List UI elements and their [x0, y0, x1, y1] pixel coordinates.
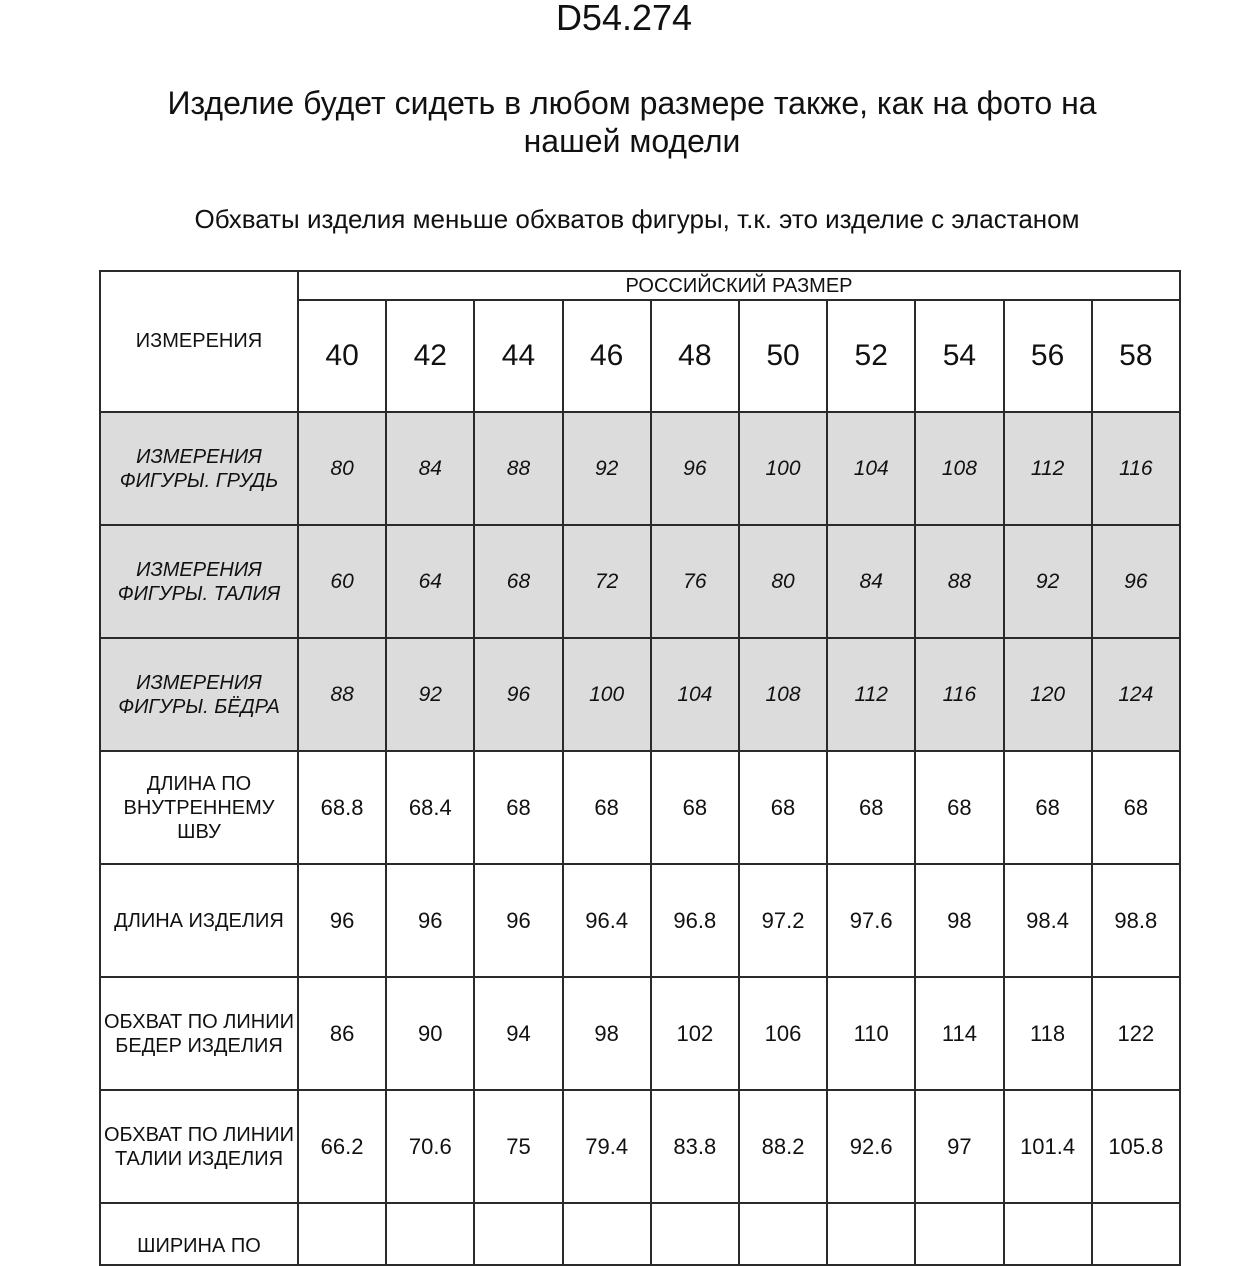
table-cell: 98 — [563, 977, 651, 1090]
size-header-cell: 50 — [739, 300, 827, 412]
table-cell: 100 — [563, 638, 651, 751]
table-row — [100, 638, 1180, 751]
table-cell: 105.8 — [1092, 1090, 1180, 1203]
table-row — [100, 412, 1180, 525]
table-cell: 96.8 — [651, 864, 739, 977]
table-cell: 110 — [827, 977, 915, 1090]
table-cell: 84 — [827, 525, 915, 638]
table-row-partial — [100, 1203, 1180, 1265]
table-cell: 88 — [298, 638, 386, 751]
table-cell — [563, 1203, 651, 1265]
table-cell: 96.4 — [563, 864, 651, 977]
table-cell — [827, 1203, 915, 1265]
size-header-cell: 48 — [651, 300, 739, 412]
table-cell: 68 — [474, 525, 562, 638]
table-cell: 75 — [474, 1090, 562, 1203]
table-cell — [1092, 1203, 1180, 1265]
table-cell: 68 — [915, 751, 1003, 864]
table-cell: 112 — [1004, 412, 1092, 525]
table-cell: 94 — [474, 977, 562, 1090]
table-cell: 96 — [298, 864, 386, 977]
table-cell — [915, 1203, 1003, 1265]
table-row — [100, 977, 1180, 1090]
table-cell: 68 — [563, 751, 651, 864]
measurements-header: ИЗМЕРЕНИЯ — [100, 271, 298, 412]
row-label: ИЗМЕРЕНИЯ ФИГУРЫ. ГРУДЬ — [100, 412, 298, 525]
size-header-cell: 58 — [1092, 300, 1180, 412]
table-cell: 118 — [1004, 977, 1092, 1090]
table-cell: 83.8 — [651, 1090, 739, 1203]
table-cell: 106 — [739, 977, 827, 1090]
table-cell: 68 — [1092, 751, 1180, 864]
table-row — [100, 525, 1180, 638]
size-header-cell: 46 — [563, 300, 651, 412]
table-cell: 76 — [651, 525, 739, 638]
row-label: ДЛИНА ПО ВНУТРЕННЕМУ ШВУ — [100, 751, 298, 864]
table-cell — [298, 1203, 386, 1265]
table-cell: 80 — [298, 412, 386, 525]
table-cell: 66.2 — [298, 1090, 386, 1203]
table-cell: 101.4 — [1004, 1090, 1092, 1203]
row-label: ИЗМЕРЕНИЯ ФИГУРЫ. БЁДРА — [100, 638, 298, 751]
table-cell: 72 — [563, 525, 651, 638]
row-label: ОБХВАТ ПО ЛИНИИ ТАЛИИ ИЗДЕЛИЯ — [100, 1090, 298, 1203]
table-cell: 98.4 — [1004, 864, 1092, 977]
table-cell: 108 — [915, 412, 1003, 525]
table-cell: 98 — [915, 864, 1003, 977]
row-label: ДЛИНА ИЗДЕЛИЯ — [100, 864, 298, 977]
product-code: D54.274 — [555, 0, 693, 38]
size-header-cell: 44 — [474, 300, 562, 412]
table-cell: 64 — [386, 525, 474, 638]
table-row — [100, 751, 1180, 864]
table-cell: 124 — [1092, 638, 1180, 751]
table-cell: 68 — [739, 751, 827, 864]
table-cell: 116 — [1092, 412, 1180, 525]
table-cell: 96 — [386, 864, 474, 977]
table-cell: 60 — [298, 525, 386, 638]
table-cell: 68 — [1004, 751, 1092, 864]
table-cell: 68.4 — [386, 751, 474, 864]
page-title: Изделие будет сидеть в любом размере также, как на фото на нашей модели — [167, 85, 1097, 159]
table-cell: 68.8 — [298, 751, 386, 864]
size-chart-table — [99, 270, 1181, 1266]
size-header-cell: 56 — [1004, 300, 1092, 412]
table-cell: 70.6 — [386, 1090, 474, 1203]
table-cell: 108 — [739, 638, 827, 751]
table-cell: 122 — [1092, 977, 1180, 1090]
table-cell: 102 — [651, 977, 739, 1090]
table-cell: 68 — [474, 751, 562, 864]
table-cell: 96 — [651, 412, 739, 525]
table-cell: 100 — [739, 412, 827, 525]
table-cell: 98.8 — [1092, 864, 1180, 977]
table-cell: 104 — [827, 412, 915, 525]
table-cell: 88 — [474, 412, 562, 525]
table-cell: 120 — [1004, 638, 1092, 751]
row-label — [100, 1203, 298, 1265]
table-cell: 96 — [1092, 525, 1180, 638]
table-cell — [739, 1203, 827, 1265]
table-cell — [474, 1203, 562, 1265]
table-cell: 92 — [386, 638, 474, 751]
table-cell: 84 — [386, 412, 474, 525]
table-cell — [1004, 1203, 1092, 1265]
row-label: ИЗМЕРЕНИЯ ФИГУРЫ. ТАЛИЯ — [100, 525, 298, 638]
table-cell: 68 — [651, 751, 739, 864]
table-cell: 92 — [1004, 525, 1092, 638]
table-cell: 96 — [474, 638, 562, 751]
table-cell: 97.6 — [827, 864, 915, 977]
partial-row-label: ШИРИНА ПО — [137, 1235, 261, 1257]
page-subtitle: Обхваты изделия меньше обхватов фигуры, т.к. это изделие с эластаном — [194, 204, 1080, 234]
table-cell: 80 — [739, 525, 827, 638]
size-header-cell: 42 — [386, 300, 474, 412]
table-cell: 96 — [474, 864, 562, 977]
table-cell: 92.6 — [827, 1090, 915, 1203]
table-row — [100, 864, 1180, 977]
table-cell: 97.2 — [739, 864, 827, 977]
size-header-cell: 54 — [915, 300, 1003, 412]
table-cell: 90 — [386, 977, 474, 1090]
table-cell: 114 — [915, 977, 1003, 1090]
table-cell: 112 — [827, 638, 915, 751]
table-cell: 104 — [651, 638, 739, 751]
table-cell: 97 — [915, 1090, 1003, 1203]
russian-size-header: РОССИЙСКИЙ РАЗМЕР — [298, 271, 1180, 300]
table-cell: 92 — [563, 412, 651, 525]
size-header-cell: 40 — [298, 300, 386, 412]
table-cell: 88 — [915, 525, 1003, 638]
table-cell: 68 — [827, 751, 915, 864]
table-cell — [651, 1203, 739, 1265]
table-cell — [386, 1203, 474, 1265]
table-cell: 88.2 — [739, 1090, 827, 1203]
size-header-cell: 52 — [827, 300, 915, 412]
table-row — [100, 1090, 1180, 1203]
table-cell: 86 — [298, 977, 386, 1090]
row-label: ОБХВАТ ПО ЛИНИИ БЕДЕР ИЗДЕЛИЯ — [100, 977, 298, 1090]
table-cell: 116 — [915, 638, 1003, 751]
table-cell: 79.4 — [563, 1090, 651, 1203]
